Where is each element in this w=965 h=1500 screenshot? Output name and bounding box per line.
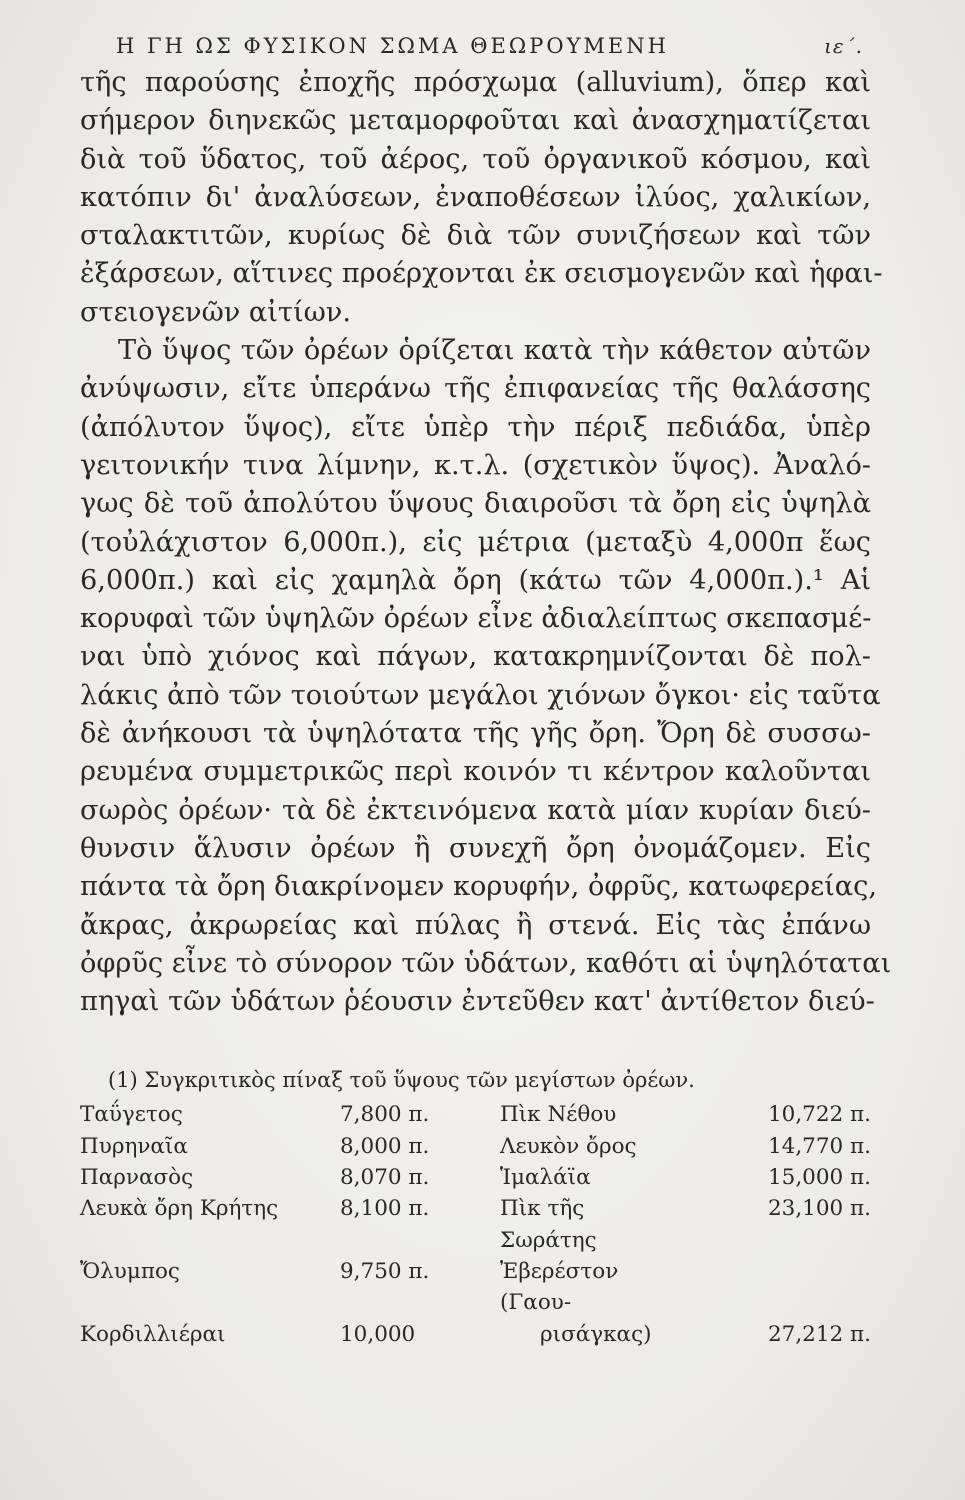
table-cell-left-name: Πυρηναῖα — [80, 1133, 188, 1159]
body-text — [80, 64, 892, 1021]
text-line: 6,000π.) καὶ εἰς χαμηλὰ ὄρη (κάτω τῶν 4,000π.).¹ Αἱ — [80, 564, 871, 596]
table-cell-left-value: 10,000 — [340, 1321, 416, 1347]
table-cell-left-name: Κορδιλλιέραι — [80, 1321, 226, 1347]
text-line: ὀφρῦς εἶνε τὸ σύνορον τῶν ὑδάτων, καθότι αἱ ὑψηλόταται — [80, 947, 892, 979]
text-line: ἐξάρσεων, αἵτινες προέρχονται ἐκ σεισμογενῶν καὶ ἡφαι- — [80, 258, 883, 290]
text-line: σωρὸς ὀρέων· τὰ δὲ ἐκτεινόμενα κατὰ μίαν κυρίαν διεύ- — [80, 794, 871, 826]
text-line: κατόπιν δι' ἀναλύσεων, ἐναποθέσεων ἰλύος, χαλικίων, — [80, 181, 871, 213]
text-line: ἀνύψωσιν, εἴτε ὑπεράνω τῆς ἐπιφανείας τῆς θαλάσσης — [80, 373, 871, 405]
text-line: λάκις ἀπὸ τῶν τοιούτων μεγάλοι χιόνων ὄγκοι· εἰς ταῦτα — [80, 679, 881, 711]
text-line: Τὸ ὕψος τῶν ὀρέων ὁρίζεται κατὰ τὴν κάθετον αὐτῶν — [118, 335, 871, 367]
text-line: γως δὲ τοῦ ἀπολύτου ὕψους διαιροῦσι τὰ ὄρη εἰς ὑψηλὰ — [80, 488, 871, 520]
text-line: σταλακτιτῶν, κυρίως δὲ διὰ τῶν συνιζήσεων καὶ τῶν — [80, 220, 871, 252]
table-cell-left-value: 8,100 π. — [340, 1196, 430, 1222]
footnote-title: (1) Συγκριτικὸς πίναξ τοῦ ὕψους τῶν μεγίστων ὀρέων. — [108, 1068, 695, 1093]
text-line: σήμερον διηνεκῶς μεταμορφοῦται καὶ ἀνασχηματίζεται — [80, 105, 871, 137]
table-cell-left-value: 8,070 π. — [340, 1165, 430, 1191]
text-line: διὰ τοῦ ὕδατος, τοῦ ἀέρος, τοῦ ὀργανικοῦ κόσμου, καὶ — [80, 143, 871, 175]
text-line: (τοὐλάχιστον 6,000π.), εἰς μέτρια (μεταξὺ 4,000π ἕως — [80, 526, 871, 558]
text-line: κορυφαὶ τῶν ὑψηλῶν ὀρέων εἶνε ἀδιαλείπτως σκεπασμέ- — [80, 603, 872, 635]
page-number: ιε΄. — [824, 34, 863, 58]
text-line: ρευμένα συμμετρικῶς περὶ κοινόν τι κέντρον καλοῦνται — [80, 756, 871, 788]
text-line: στειογενῶν αἰτίων. — [80, 296, 351, 328]
text-line: γειτονικήν τινα λίμνην, κ.τ.λ. (σχετικὸν ὕψος). Ἀναλό- — [80, 449, 871, 481]
table-cell-left-value: 9,750 π. — [340, 1258, 430, 1284]
running-head — [80, 34, 871, 58]
table-cell-left-name: Ὄλυμπος — [80, 1258, 180, 1284]
text-line: θυνσιν ἅλυσιν ὀρέων ἢ συνεχῆ ὄρη ὀνομάζομεν. Εἰς — [80, 832, 871, 864]
text-line: ναι ὑπὸ χιόνος καὶ πάγων, κατακρημνίζονται δὲ πολ- — [80, 641, 871, 673]
table-cell-right-name: Πὶκ τῆς Σωράτης — [500, 1196, 597, 1253]
table-cell-right-value — [640, 1256, 871, 1319]
table-cell-right-name: ρισάγκας) — [540, 1321, 652, 1347]
text-line: πηγαὶ τῶν ὑδάτων ῥέουσιν ἐντεῦθεν κατ' ἀντίθετον διεύ- — [80, 986, 875, 1018]
table-cell-left-value: 8,000 π. — [340, 1133, 430, 1159]
text-line: ἄκρας, ἀκρωρείας καὶ πύλας ἢ στενά. Εἰς τὰς ἐπάνω — [80, 909, 871, 941]
table-cell-right-name: Λευκὸν ὄρος — [500, 1133, 637, 1159]
table-cell-left-name: Παρνασὸς — [80, 1165, 194, 1191]
running-title: Η ΓΗ ΩΣ ΦΥΣΙΚΟΝ ΣΩΜΑ ΘΕΩΡΟΥΜΕΝΗ — [116, 34, 669, 58]
text-line: δὲ ἀνήκουσι τὰ ὑψηλότατα τῆς γῆς ὄρη. Ὄρη δὲ συσσω- — [80, 718, 871, 750]
table-cell-right-name: Ἱμαλάϊα — [500, 1165, 591, 1191]
table-cell-right-value: 14,770 π. — [767, 1133, 871, 1159]
table-cell-left-name: Λευκὰ ὄρη Κρήτης — [80, 1196, 279, 1222]
table-cell-left-value: 7,800 π. — [340, 1102, 430, 1128]
table-cell-right-value: 10,722 π. — [767, 1102, 871, 1128]
table-cell-right-value: 15,000 π. — [767, 1165, 871, 1191]
text-line: πάντα τὰ ὄρη διακρίνομεν κορυφήν, ὀφρῦς, κατωφερείας, — [80, 871, 878, 903]
table-cell-left-name: Ταΰγετος — [80, 1102, 183, 1128]
table-cell-right-value: 27,212 π. — [767, 1321, 871, 1347]
table-cell-right-name: Ἐβερέστον (Γαου- — [500, 1258, 619, 1316]
table-cell-right-value: 23,100 π. — [767, 1196, 871, 1222]
footnote-separator — [80, 1021, 871, 1065]
footnote-table — [80, 1099, 871, 1349]
table-cell-right-name: Πὶκ Νέθου — [500, 1102, 617, 1128]
text-line: τῆς παρούσης ἐποχῆς πρόσχωμα (alluvium), ὅπερ καὶ — [80, 67, 871, 98]
text-line: (ἀπόλυτον ὕψος), εἴτε ὑπὲρ τὴν πέριξ πεδιάδα, ὑπὲρ — [80, 411, 871, 443]
